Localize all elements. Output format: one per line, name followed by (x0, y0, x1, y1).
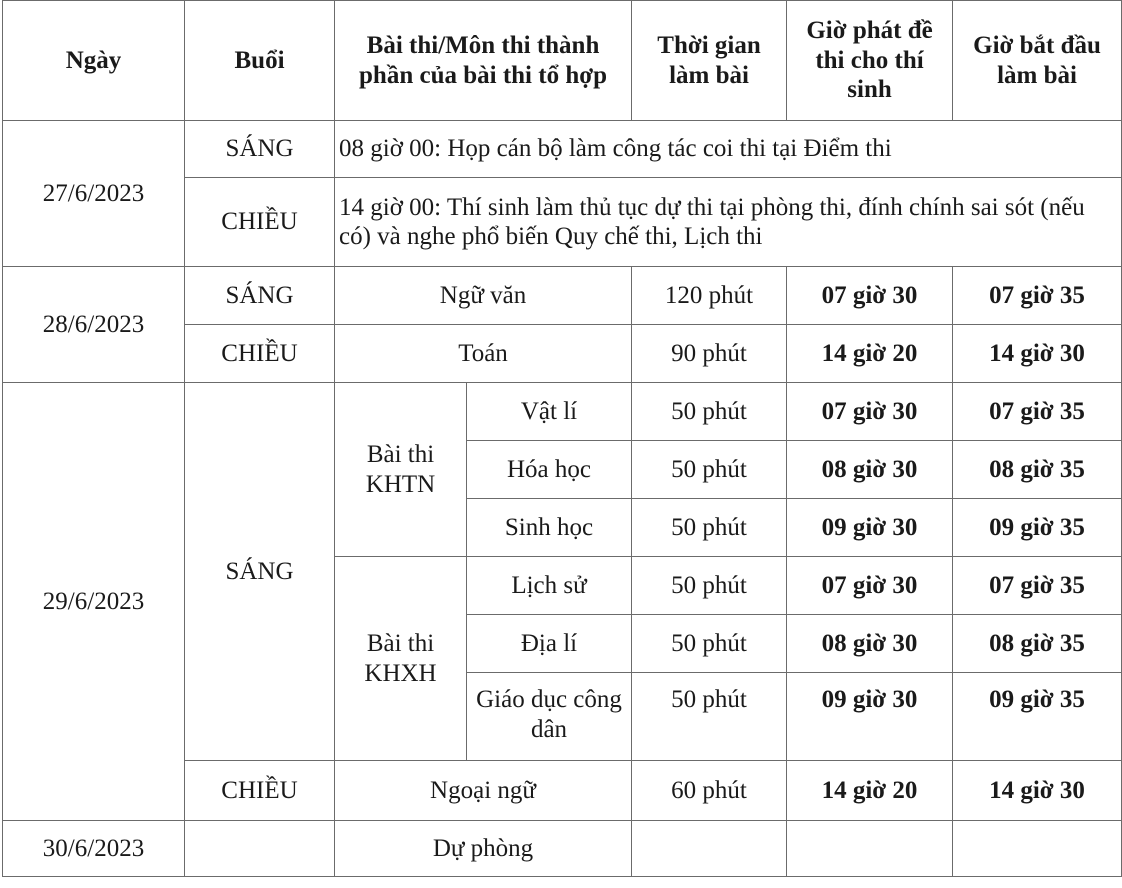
date-cell: 28/6/2023 (3, 267, 185, 383)
header-paper-time: Giờ phát đề thi cho thí sinh (787, 1, 953, 121)
paper-time-cell (787, 821, 953, 877)
start-time-cell: 07 giờ 35 (953, 383, 1122, 441)
paper-time-cell: 14 giờ 20 (787, 325, 953, 383)
duration-cell: 50 phút (632, 499, 787, 557)
subject-cell: Ngoại ngữ (335, 761, 632, 821)
subject-cell: Dự phòng (335, 821, 632, 877)
duration-cell: 50 phút (632, 673, 787, 761)
start-time-cell: 08 giờ 35 (953, 441, 1122, 499)
header-duration: Thời gian làm bài (632, 1, 787, 121)
subject-cell: Địa lí (467, 615, 632, 673)
paper-time-cell: 07 giờ 30 (787, 383, 953, 441)
exam-schedule-table (2, 0, 1122, 877)
session-cell: CHIỀU (185, 325, 335, 383)
session-cell (185, 821, 335, 877)
duration-cell (632, 821, 787, 877)
subject-cell: Hóa học (467, 441, 632, 499)
subject-cell: Lịch sử (467, 557, 632, 615)
session-cell: CHIỀU (185, 761, 335, 821)
paper-time-cell: 09 giờ 30 (787, 673, 953, 761)
start-time-cell: 08 giờ 35 (953, 615, 1122, 673)
header-session: Buổi (185, 1, 335, 121)
subject-cell: Vật lí (467, 383, 632, 441)
session-cell: CHIỀU (185, 178, 335, 267)
duration-cell: 50 phút (632, 441, 787, 499)
group-cell: Bài thi KHTN (335, 383, 467, 557)
table-row (3, 821, 1122, 877)
header-start-time: Giờ bắt đầu làm bài (953, 1, 1122, 121)
table-row (3, 383, 1122, 441)
header-subject: Bài thi/Môn thi thành phần của bài thi tổ hợp (335, 1, 632, 121)
paper-time-cell: 07 giờ 30 (787, 557, 953, 615)
header-date: Ngày (3, 1, 185, 121)
subject-cell: Ngữ văn (335, 267, 632, 325)
start-time-cell: 14 giờ 30 (953, 325, 1122, 383)
session-cell: SÁNG (185, 383, 335, 761)
start-time-cell (953, 821, 1122, 877)
start-time-cell: 07 giờ 35 (953, 267, 1122, 325)
paper-time-cell: 09 giờ 30 (787, 499, 953, 557)
start-time-cell: 09 giờ 35 (953, 499, 1122, 557)
group-cell: Bài thi KHXH (335, 557, 467, 761)
start-time-cell: 14 giờ 30 (953, 761, 1122, 821)
subject-cell: Sinh học (467, 499, 632, 557)
start-time-cell: 07 giờ 35 (953, 557, 1122, 615)
paper-time-cell: 07 giờ 30 (787, 267, 953, 325)
duration-cell: 120 phút (632, 267, 787, 325)
duration-cell: 50 phút (632, 557, 787, 615)
header-row (3, 1, 1122, 121)
session-cell: SÁNG (185, 121, 335, 178)
date-cell: 30/6/2023 (3, 821, 185, 877)
duration-cell: 60 phút (632, 761, 787, 821)
duration-cell: 50 phút (632, 383, 787, 441)
note-cell: 14 giờ 00: Thí sinh làm thủ tục dự thi tại phòng thi, đính chính sai sót (nếu có) và nghe phổ biến Quy chế thi, Lịch thi (335, 178, 1122, 267)
date-cell: 29/6/2023 (3, 383, 185, 821)
date-cell: 27/6/2023 (3, 121, 185, 267)
paper-time-cell: 14 giờ 20 (787, 761, 953, 821)
subject-cell: Giáo dục công dân (467, 673, 632, 761)
subject-cell: Toán (335, 325, 632, 383)
paper-time-cell: 08 giờ 30 (787, 441, 953, 499)
session-cell: SÁNG (185, 267, 335, 325)
table-row (3, 267, 1122, 325)
paper-time-cell: 08 giờ 30 (787, 615, 953, 673)
duration-cell: 50 phút (632, 615, 787, 673)
duration-cell: 90 phút (632, 325, 787, 383)
note-cell: 08 giờ 00: Họp cán bộ làm công tác coi thi tại Điểm thi (335, 121, 1122, 178)
start-time-cell: 09 giờ 35 (953, 673, 1122, 761)
table-row (3, 121, 1122, 178)
